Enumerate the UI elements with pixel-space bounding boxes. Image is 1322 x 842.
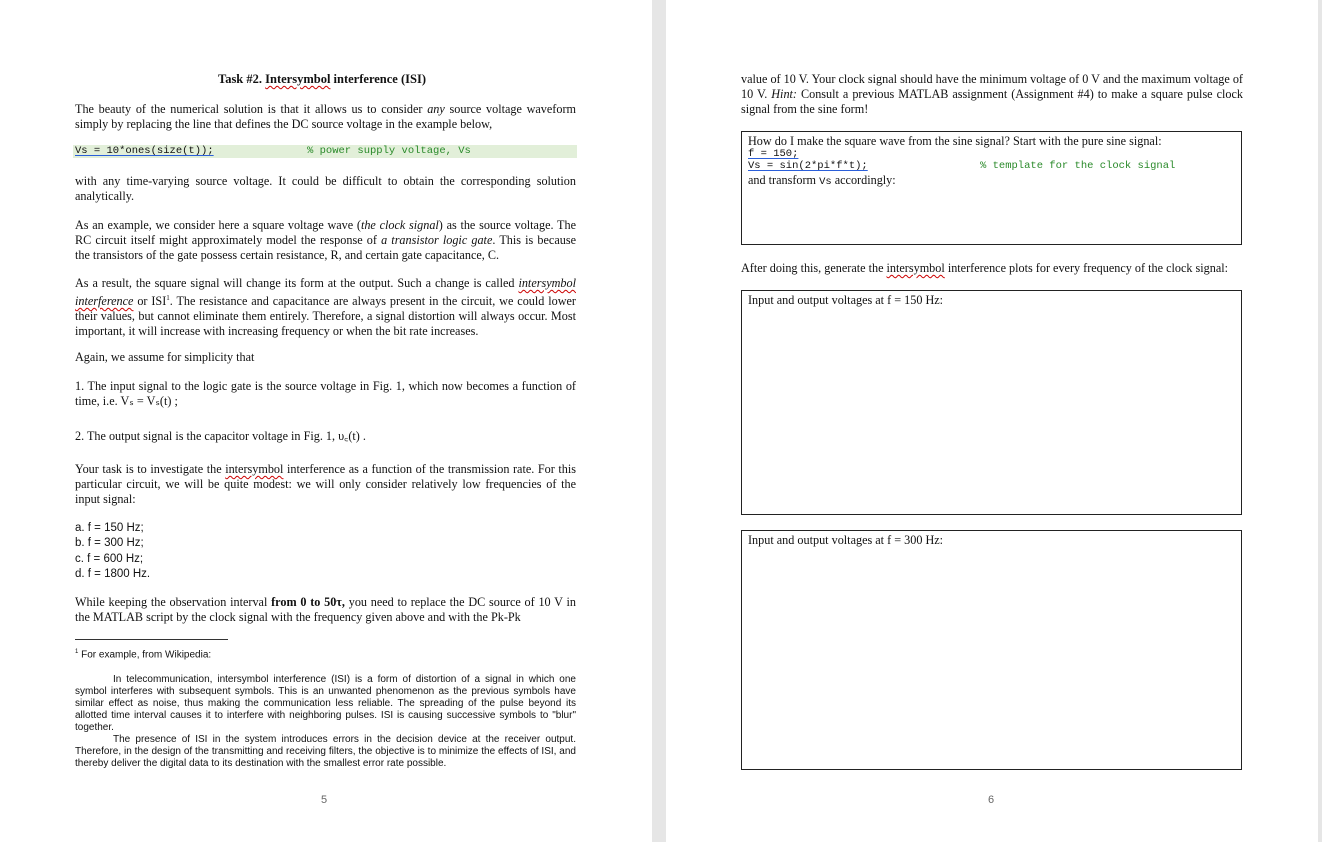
page-6 (666, 0, 1318, 842)
paragraph-assume: Again, we assume for simplicity that (75, 350, 255, 364)
answer-box-150hz[interactable] (741, 290, 1242, 515)
box-label-300hz: Input and output voltages at f = 300 Hz: (748, 533, 944, 547)
answer-box-square-wave[interactable] (741, 131, 1242, 245)
paragraph-example: As an example, we consider here a square voltage wave (the clock signal) as the source voltage. The RC circuit itself might approximately model the response of a transistor logic gate. This is because the transistors of the gate possess certain resistance, R, and certain gate capacitance, C. (75, 218, 576, 262)
footnote-heading: $^1$ For example, from Wikipedia: (75, 649, 212, 661)
page-5 (0, 0, 652, 842)
paragraph-task: Your task is to investigate the intersymbol interference as a function of the transmission rate. For this particular circuit, we will be quite modest: we will only consider relatively low frequencies of the input signal: (75, 462, 576, 506)
frequency-item: c. f = 600 Hz; (75, 552, 144, 565)
box-question: How do I make the square wave from the sine signal? Start with the pure sine signal: (748, 134, 1162, 148)
code-block (73, 145, 577, 158)
code-comment: % power supply voltage, Vs (307, 145, 471, 157)
list-item-1: 1. The input signal to the logic gate is the source voltage in Fig. 1, which now becomes a function of time, i.e. Vₛ = Vₛ(t) ; (75, 379, 576, 408)
paragraph-intro: The beauty of the numerical solution is that it allows us to consider any source voltage waveform simply by replacing the line that defines the DC source voltage in the example below, (75, 102, 577, 131)
frequency-item: b. f = 300 Hz; (75, 537, 144, 550)
code-line: Vs = 10*ones(size(t)); (75, 145, 214, 157)
page-number: 5 (321, 794, 328, 806)
box-transform-line: and transform Vs accordingly: (748, 173, 896, 188)
paragraph-observation: While keeping the observation interval from 0 to 50τ, you need to replace the DC source of 10 V in the MATLAB script by the clock signal with the frequency given above and with the Pk-Pk (75, 595, 576, 624)
footnote-paragraph-2: The presence of ISI in the system introduces errors in the decision device at the receiver output. Therefore, in the design of the transmitting and receiving filters, the objective is to minimize the effects of ISI, and thereby deliver the digital data to its destination with the smallest error rate possible. (75, 734, 576, 770)
paragraph-generate: After doing this, generate the intersymbol interference plots for every frequency of the clock signal: (741, 261, 1229, 275)
box-label-150hz: Input and output voltages at f = 150 Hz: (748, 293, 944, 307)
frequency-item: a. f = 150 Hz; (75, 522, 144, 534)
frequency-item: d. f = 1800 Hz. (75, 567, 151, 580)
answer-box-300hz[interactable] (741, 530, 1242, 770)
footnote-paragraph-1: In telecommunication, intersymbol interference (ISI) is a form of distortion of a signal in which one symbol interferes with subsequent symbols. This is an unwanted phenomenon as the previous symbols have similar effect as noise, thus making the communication less reliable. The spreading of the pulse beyond its allotted time interval causes it to interfere with neighboring pulses. ISI is causing successive symbols to "blur" together. (75, 674, 576, 734)
footnote (75, 646, 576, 770)
paragraph-clock-spec: value of 10 V. Your clock signal should have the minimum voltage of 0 V and the maximum voltage of 10 V. Hint: Consult a previous MATLAB assignment (Assignment #4) to make a square pulse clock signal from the sine form! (741, 72, 1243, 116)
code-freq: f = 150; (748, 148, 799, 160)
paragraph-analytic: with any time-varying source voltage. It could be difficult to obtain the corresponding solution analytically. (75, 174, 576, 203)
footnote-separator (75, 639, 228, 640)
paragraph-isi: As a result, the square signal will change its form at the output. Such a change is called intersymbol interference or ISI$^1$. The resistance and capacitance are always present in the circuit, we could lower their values, but cannot eliminate them entirely. Therefore, a signal distortion will always occur. Most important, it will increase with increasing frequency or when the bit rate increases. (75, 276, 576, 339)
code-template-comment: % template for the clock signal (980, 160, 1176, 172)
task-title: Task #2. Intersymbol interference (ISI) (218, 72, 426, 86)
frequency-list (75, 521, 150, 582)
code-sine: Vs = sin(2*pi*f*t); (748, 160, 868, 172)
page-number: 6 (988, 794, 995, 806)
list-item-2: 2. The output signal is the capacitor voltage in Fig. 1, υ꜀(t) . (75, 429, 366, 443)
footnote-ref[interactable]: 1 (166, 294, 170, 302)
